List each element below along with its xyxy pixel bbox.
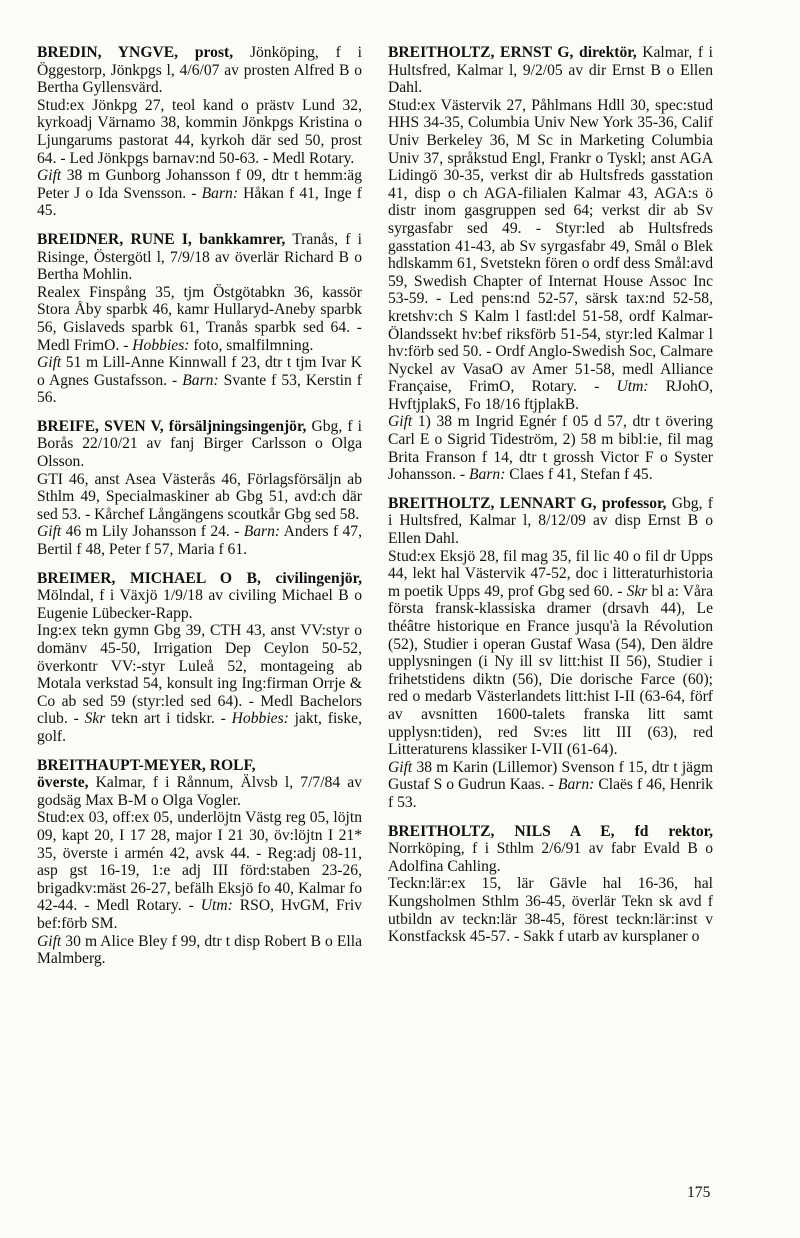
hobbies-label: Hobbies: — [231, 710, 289, 728]
entry-heading — [37, 231, 362, 284]
entry-heading — [388, 823, 713, 876]
hobbies-text: foto, smalfilmning. — [189, 336, 314, 354]
entry-title: bankkamrer, — [199, 230, 286, 248]
children-label: Barn: — [201, 184, 239, 202]
entry-career — [37, 284, 362, 354]
entry-lead: Jönköping, f i Öggestorp, Jönkpgs l, 4/6/07 av prosten Alfred B o Bertha Gyllensvärd. — [37, 44, 362, 97]
entry-family — [37, 933, 362, 968]
entry-career: GTI 46, anst Asea Västerås 46, Förlagsförsäljn ab Sthlm 49, Specialmaskiner ab Gbg 51, avd:ch där sed 53. - Kårchef Långängens scoutkår Gbg sed 58. — [37, 470, 362, 523]
skr-label: Skr — [84, 710, 106, 728]
entry-name: BREIMER, MICHAEL O B, — [37, 569, 261, 587]
career-text: Ing:ex tekn gymn Gbg 39, CTH 43, anst VV:styr o domänv 45-50, Irrigation Dep Ceylon 50-52, överkontr VV:-styr Luleå 52, montageing ab Motala verkstad 54, konsult ing Ing:firman Orrje & Co ab sed 59 (styr:led sed 64). - Medl Bachelors club. - — [37, 622, 362, 728]
entry-name: BREIDNER, RUNE I, — [37, 230, 192, 248]
entry-career — [37, 622, 362, 745]
entry-title: direktör, — [579, 44, 637, 61]
family-text: 46 m Lily Johansson f 24. - — [61, 523, 244, 541]
family-text: 30 m Alice Bley f 99, dtr t disp Robert B o Ella Malmberg. — [37, 932, 362, 968]
entry-name: BREIFE, SVEN V, — [37, 417, 164, 435]
right-column — [388, 44, 713, 957]
entry-lead: Tranås, f i Risinge, Östergötl l, 7/9/18 av överlär Richard B o Bertha Mohlin. — [37, 230, 362, 284]
utm-label: Utm: — [200, 897, 233, 915]
entry-heading — [37, 418, 362, 471]
family-label: Gift — [37, 167, 62, 185]
entry-heading — [388, 44, 713, 97]
biography-entry-breimer — [37, 570, 362, 746]
entry-career — [388, 548, 713, 759]
hobbies-label: Hobbies: — [132, 336, 190, 354]
skr-label: Skr — [626, 582, 648, 600]
entry-heading — [37, 757, 362, 810]
entry-name: BREDIN, YNGVE, — [37, 44, 179, 61]
utm-text: RJohO, HvftjplakS, Fo 18/16 ftjplakB. — [388, 378, 713, 413]
family-label: Gift — [37, 354, 62, 372]
entry-title: civilingenjör, — [275, 569, 362, 587]
entry-title: fd rektor, — [634, 822, 713, 840]
entry-heading — [37, 44, 362, 97]
entry-family — [37, 523, 362, 558]
biography-entry-bredin — [37, 44, 362, 220]
biography-entry-breitholtz-ernst — [388, 44, 713, 484]
family-label: Gift — [388, 413, 413, 431]
entry-name: BREITHAUPT-MEYER, ROLF, — [37, 756, 256, 774]
family-text: 38 m Gunborg Johansson f 09, dtr t hemm:äg Peter J o Ida Svensson. - — [37, 167, 362, 202]
family-label: Gift — [37, 932, 62, 950]
entry-family — [37, 167, 362, 220]
career-text: Realex Finspång 35, tjm Östgötabkn 36, kassör Stora Åby sparbk 46, kamr Hullaryd-Aneby sparbk 56, Gislaveds sparbk 61, Tranås sparbk sed 64. - Medl FrimO. - — [37, 283, 362, 354]
entry-career: Stud:ex Jönkpg 27, teol kand o prästv Lund 32, kyrkoadj Värnamo 38, kommin Jönkpgs Kristina o Ljungarums pastorat 44, kyrkoh där sed 50, prost 64. - Led Jönkpgs barnav:nd 50-63. - Medl Rotary. — [37, 96, 362, 167]
entry-family — [388, 759, 713, 812]
children-label: Barn: — [182, 371, 219, 389]
entry-lead: Norrköping, f i Sthlm 2/6/91 av fabr Evald B o Adolfina Cahling. — [388, 840, 713, 875]
family-text: 51 m Lill-Anne Kinnwall f 23, dtr t tjm Ivar K o Agnes Gustafsson. - — [37, 354, 362, 389]
family-text: 1) 38 m Ingrid Egnér f 05 d 57, dtr t övering Carl E o Sigrid Tideström, 2) 58 m bibl:ie, fil mag Brita Franson f 14, dtr t grossh Victor F o Syster Johansson. - — [388, 413, 713, 484]
children-text: Anders f 47, Bertil f 48, Peter f 57, Maria f 61. — [37, 523, 363, 559]
children-label: Barn: — [557, 776, 595, 794]
entry-career — [37, 809, 362, 932]
entry-name: BREITHOLTZ, ERNST G, — [388, 44, 574, 61]
entry-career: Teckn:lär:ex 15, lär Gävle hal 16-36, hal Kungsholmen Sthlm 36-45, överlär Tekn sk avd f utbildn av teckn:lär 38-45, förest teckn:lär:inst v Konstfacksk 45-57. - Sakk f utarb av kursplaner o — [388, 875, 713, 946]
entry-name: BREITHOLTZ, LENNART G, — [388, 494, 597, 512]
career-text: Stud:ex Västervik 27, Påhlmans Hdll 30, spec:stud HHS 34-35, Columbia Univ New York 35-36, Calif Univ Berkeley 36, M Sc in Marketing Columbia Univ 37, språkstud Engl, Frankr o Tyskl; anst AGA Lidingö 30-35, verkst dir ab Hultsfreds gasstation 41, disp o ch AGA-filialen Kalmar 43, AGA:s ö distr inom gasgruppen sed 64; verkst dir ab Sv syrgasfabr sed 49. - Styr:led ab Hultsfreds gasstation 41-43, ab Sv syrgasfabr 49, Smål o Blek hdlskamm 61, Svetstekn fören o ordf dess Smål:avd 59, Swedish Chapter of Internat House Assoc Inc 53-59. - Led pens:nd 52-57, särsk tax:nd 52-58, kretshv:ch S Kalm l fastl:del 51-58, ordf Kalmar-Ölandssekt hv:bef riksförb 51-54, styr:led Kalmar l hv:förb sed 50. - Ordf Anglo-Swedish Soc, Calmare Nyckel av VasaO av Amer 51-58, medl Alliance Française, FrimO, Rotary. - — [388, 96, 713, 396]
entry-lead: Mölndal, f i Växjö 1/9/18 av civiling Michael B o Eugenie Lübecker-Rapp. — [37, 587, 362, 622]
entry-career — [388, 97, 713, 414]
entry-heading — [37, 570, 362, 623]
entry-lead: Kalmar, f i Rånnum, Älvsb l, 7/7/84 av godsäg Max B-M o Olga Vogler. — [37, 774, 362, 809]
entry-family — [388, 413, 713, 483]
children-text: Svante f 53, Kerstin f 56. — [37, 371, 362, 407]
entry-lead: Gbg, f i Hultsfred, Kalmar l, 8/12/09 av disp Ernst B o Ellen Dahl. — [388, 494, 714, 548]
biography-entry-breidner — [37, 231, 362, 407]
utm-text: RSO, HvGM, Friv bef:förb SM. — [37, 897, 362, 932]
family-label: Gift — [388, 758, 413, 776]
children-label: Barn: — [469, 466, 506, 484]
entry-heading — [388, 495, 713, 548]
entry-family — [37, 354, 362, 407]
children-label: Barn: — [243, 523, 281, 541]
entry-lead: Gbg, f i Borås 22/10/21 av fanj Birger Carlsson o Olga Olsson. — [37, 417, 362, 471]
hobbies-text: jakt, fiske, golf. — [37, 710, 362, 745]
biography-entry-breitholtz-lennart — [388, 495, 713, 812]
biography-entry-breitholtz-nils — [388, 823, 713, 946]
skr-text: tekn art i tidskr. - — [105, 710, 232, 728]
skr-text: bl a: Våra första fransk-klassiska dramer (drsavh 44), Le théâtre historique en France jusqu'à la Révolution (52), Studier i operan Gustaf Wasa (54), Den äldre upplysningen (i Ny ill sv litt:hist II 56), Studier i frihetstidens diktn (56), Die dorische Farce (60); red o medarb Västerlandets litt:hist I-II (63-64, förf av avsnitten 1600-talets franska litt samt upplysn:tiden), red Sv:es litt III (63), red Litteraturens klassiker I-VII (61-64). — [388, 582, 713, 759]
entry-title: prost, — [194, 44, 234, 61]
entry-title: försäljningsingenjör, — [168, 417, 307, 435]
entry-lead: Kalmar, f i Hultsfred, Kalmar l, 9/2/05 av dir Ernst B o Ellen Dahl. — [388, 44, 713, 97]
left-column — [37, 44, 362, 979]
entry-name: BREITHOLTZ, NILS A E, — [388, 822, 615, 840]
children-text: Claës f 46, Henrik f 53. — [388, 776, 713, 811]
family-label: Gift — [37, 523, 62, 541]
children-text: Håkan f 41, Inge f 45. — [37, 184, 362, 220]
career-text: Stud:ex Eksjö 28, fil mag 35, fil lic 40 o fil dr Upps 44, lekt hal Västervik 47-52, doc i litteraturhistoria m poetik Upps 49, prof Gbg sed 60. - — [388, 547, 713, 600]
entry-title: överste, — [37, 774, 89, 792]
page-number: 175 — [687, 1184, 711, 1201]
family-text: 38 m Karin (Lillemor) Svenson f 15, dtr t jägm Gustaf S o Gudrun Kaas. - — [388, 758, 713, 794]
biography-entry-breithaupt-meyer — [37, 757, 362, 968]
career-text: Stud:ex 03, off:ex 05, underlöjtn Västg reg 05, löjtn 09, kapt 20, I 17 28, major I 21 30, öv:löjtn I 21* 35, överste i armén 42, avsk 44. - Reg:adj 08-11, asp gst 16-19, 1:e adj III förd:staben 23-26, brigadkv:mäst 26-27, befälh Eksjö fo 40, Kalmar fo 42-44. - Medl Rotary. - — [37, 809, 362, 915]
biography-entry-breife — [37, 418, 362, 559]
utm-label: Utm: — [616, 378, 649, 396]
children-text: Claes f 41, Stefan f 45. — [505, 466, 653, 484]
entry-title: professor, — [601, 494, 667, 512]
